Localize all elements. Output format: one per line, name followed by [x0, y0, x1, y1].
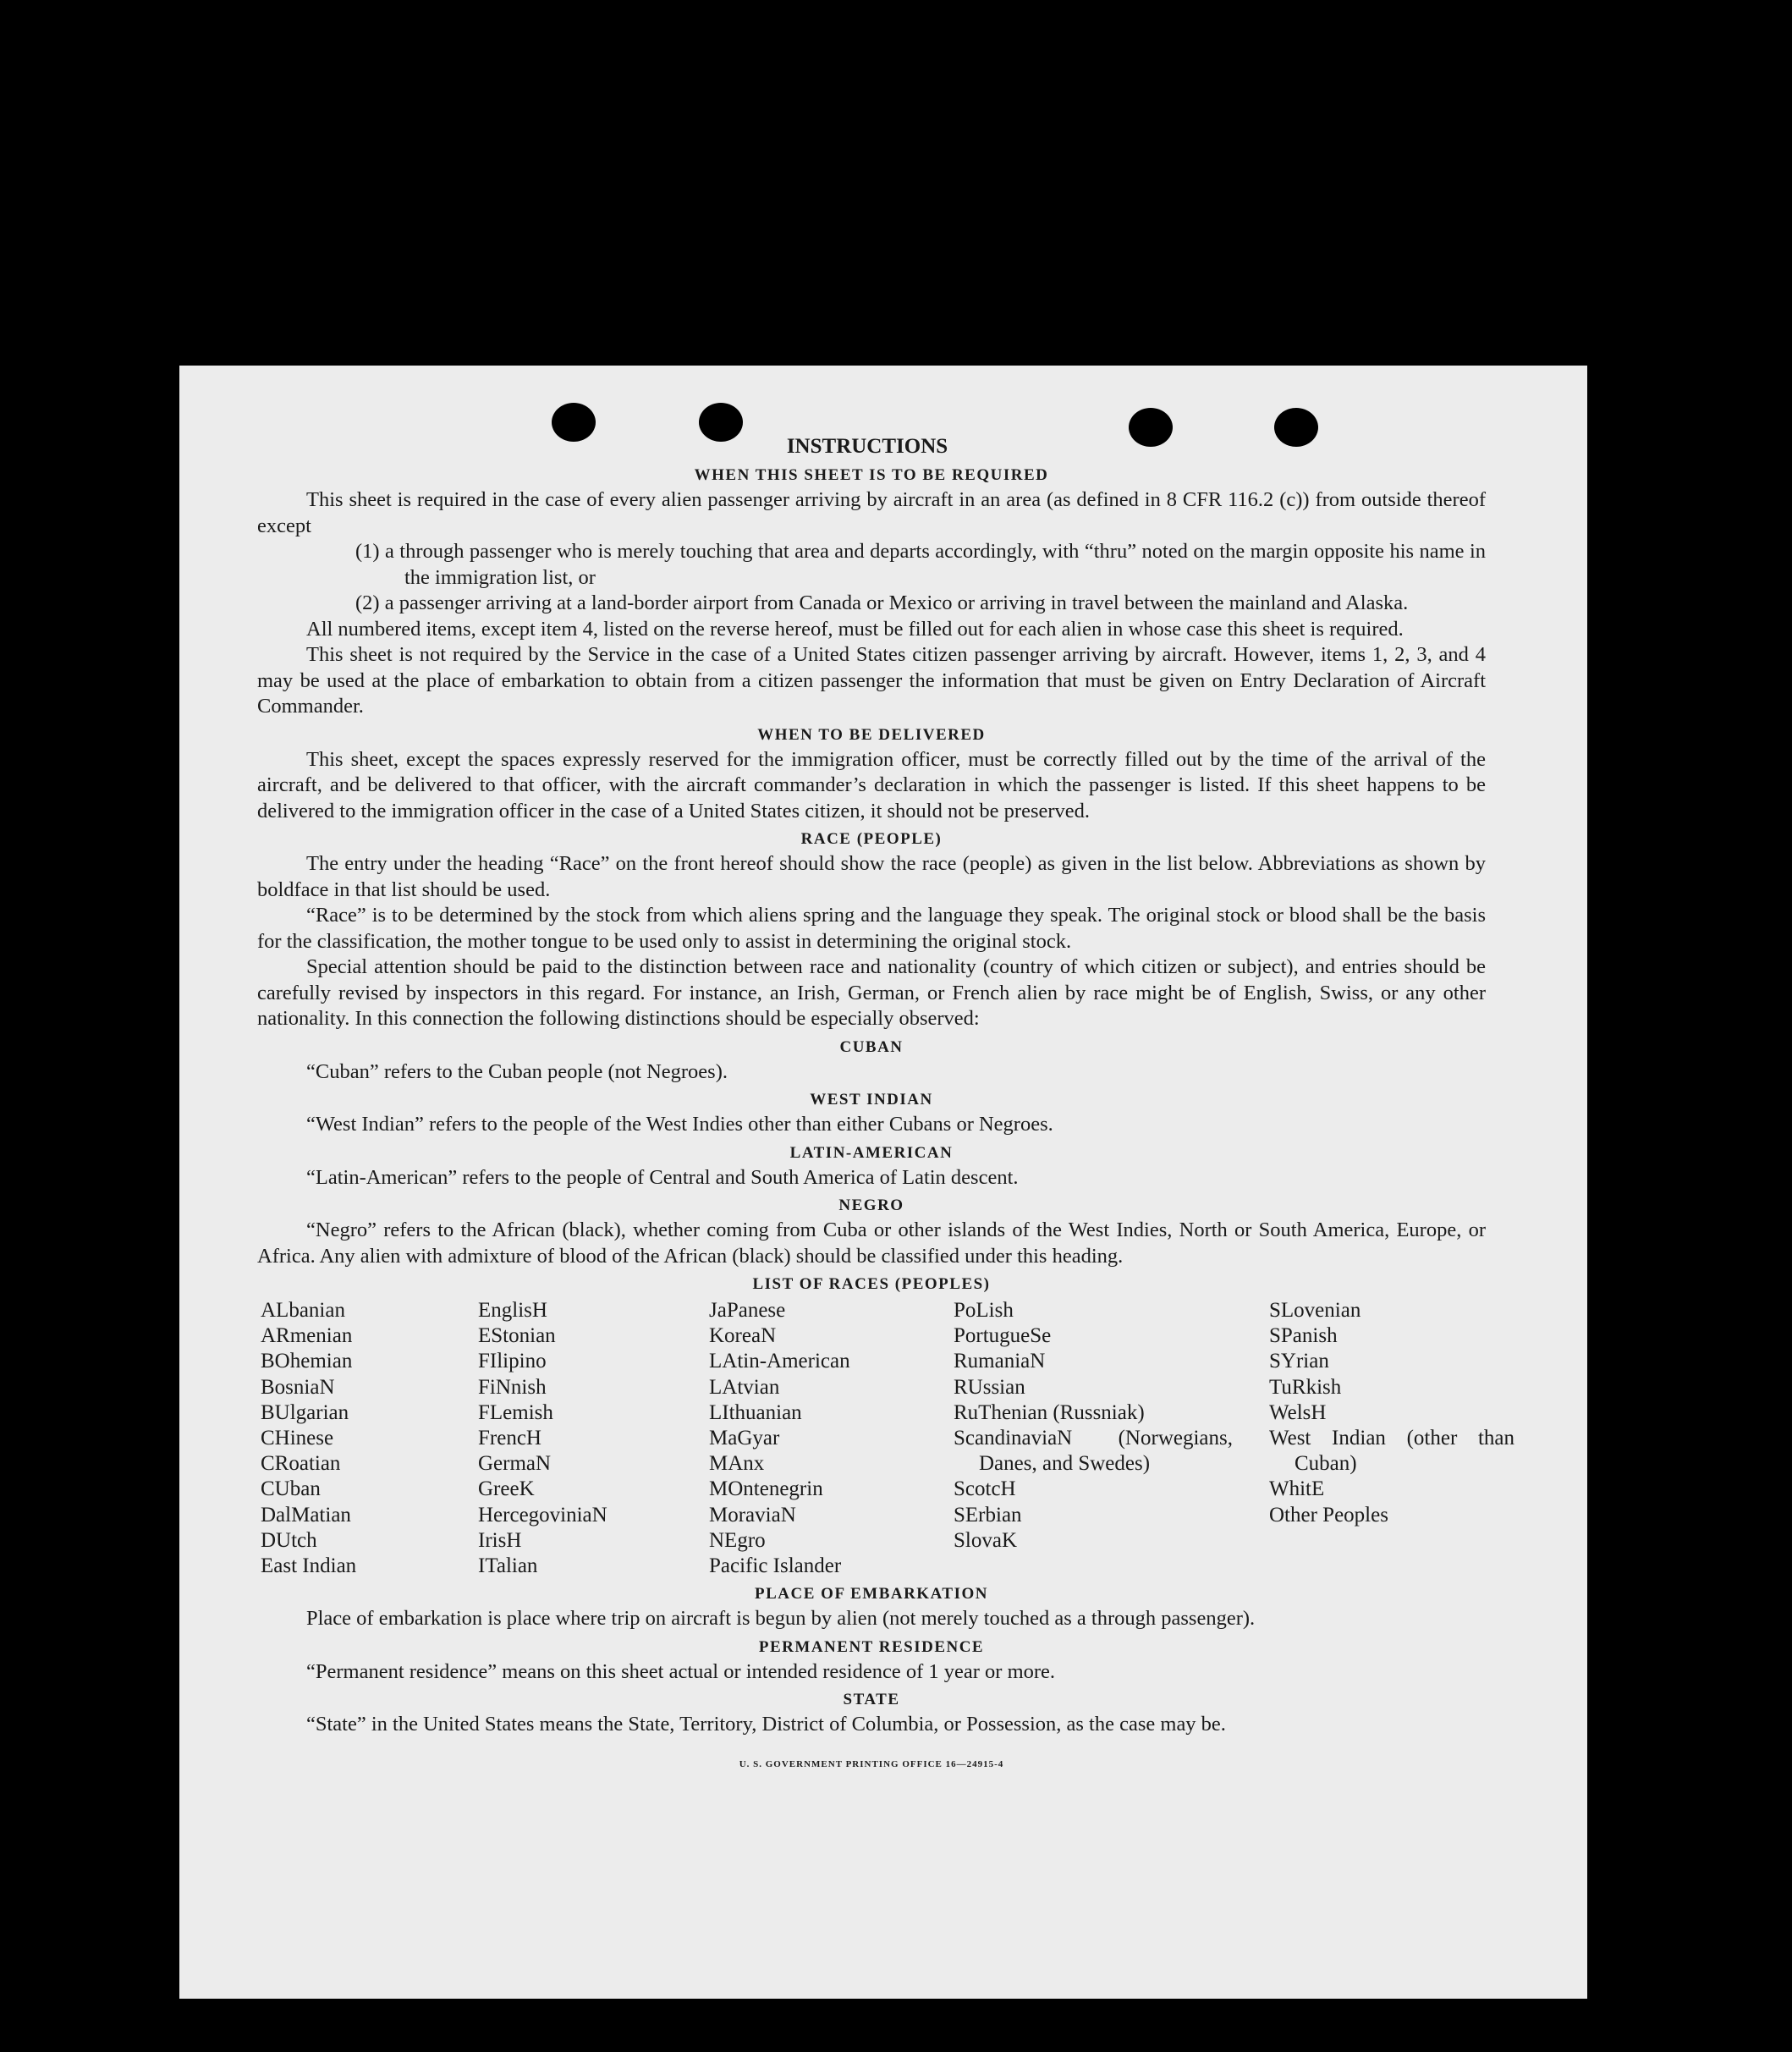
race-entry: FiNnish [478, 1375, 547, 1399]
race-entry: MOntenegrin [709, 1477, 823, 1501]
race-entry: LAtin-American [709, 1350, 850, 1373]
race-entry: MAnx [709, 1452, 765, 1476]
race-entry: SlovaK [954, 1528, 1017, 1552]
races-list [261, 1298, 1514, 1579]
race-entry: FLemish [478, 1400, 553, 1424]
paragraph: Place of embarkation is place where trip on aircraft is begun by alien (not merely touched as a through passenger). [306, 1607, 1256, 1631]
race-entry: WelsH [1269, 1400, 1327, 1424]
section-heading: CUBAN [839, 1037, 904, 1056]
race-entry: EStonian [478, 1324, 556, 1348]
race-entry: LIthuanian [709, 1400, 802, 1424]
race-entry: BOhemian [261, 1350, 353, 1373]
race-entry: Other Peoples [1269, 1503, 1388, 1527]
race-entry: PoLish [954, 1299, 1014, 1322]
list-item: (2) a passenger arriving at a land-border airport from Canada or Mexico or arriving in travel between the mainland and Alaska. [355, 591, 1409, 614]
paragraph: “State” in the United States means the State, Territory, District of Columbia, or Possession, as the case may be. [306, 1713, 1226, 1736]
race-entry: RUssian [954, 1375, 1025, 1399]
race-entry: ScotcH [954, 1477, 1016, 1501]
document-page [179, 366, 1587, 1999]
race-entry: FIlipino [478, 1350, 547, 1373]
paragraph: “West Indian” refers to the people of the West Indies other than either Cubans or Negroes. [306, 1113, 1053, 1136]
instructions-body [257, 433, 1514, 1777]
race-entry: RuThenian (Russniak) [954, 1400, 1145, 1424]
race-entry: CRoatian [261, 1452, 341, 1476]
paragraph: “Race” is to be determined by the stock from which aliens spring and the language they speak. The original stock or blood shall be the basis for the classification, the mother tongue to be used only to assist in determining the original stock. [257, 904, 1486, 953]
race-entry: FrencH [478, 1427, 541, 1450]
race-entry: HercegoviniaN [478, 1503, 607, 1527]
paragraph: Special attention should be paid to the distinction between race and nationality (country of which citizen or subject), and entries should be carefully revised by inspectors in this regard. For instance, an Irish, German, or French alien by race might be of English, Swiss, or any other nationality. In this connection the following distinctions should be especially observed: [257, 955, 1486, 1030]
races-column [954, 1298, 1269, 1579]
paragraph: This sheet, except the spaces expressly reserved for the immigration officer, must be correctly filled out by the time of the arrival of the aircraft, and be delivered to that officer, with the aircraft commander’s declaration in which the passenger is listed. If this sheet happens to be delivered to the immigration officer in the case of a United States citizen, it should not be preserved. [257, 747, 1486, 822]
race-entry: RumaniaN [954, 1350, 1046, 1373]
race-entry: SErbian [954, 1503, 1022, 1527]
paragraph: The entry under the heading “Race” on the front hereof should show the race (people) as given in the list below. Abbreviations as shown by boldface in that list should be used. [257, 852, 1486, 901]
race-entry: IrisH [478, 1528, 522, 1552]
race-entry: WhitE [1269, 1477, 1325, 1501]
race-entry: NEgro [709, 1528, 766, 1552]
races-column [1269, 1298, 1514, 1579]
race-entry: MaGyar [709, 1427, 780, 1450]
race-entry: MoraviaN [709, 1503, 796, 1527]
paragraph: “Cuban” refers to the Cuban people (not Negroes). [306, 1059, 728, 1083]
races-column [478, 1298, 709, 1579]
race-entry: SYrian [1269, 1350, 1329, 1373]
race-entry: PortugueSe [954, 1324, 1052, 1348]
paragraph: “Latin-American” refers to the people of Central and South America of Latin descent. [306, 1165, 1019, 1189]
race-entry: Pacific Islander [709, 1554, 842, 1578]
race-entry: GreeK [478, 1477, 535, 1501]
section-heading: PERMANENT RESIDENCE [758, 1637, 985, 1656]
printer-imprint: U. S. GOVERNMENT PRINTING OFFICE 16—24915-4 [739, 1758, 1004, 1769]
section-heading: WEST INDIAN [810, 1091, 933, 1109]
paragraph: “Negro” refers to the African (black), whether coming from Cuba or other islands of the West Indies, North or South America, Europe, or Africa. Any alien with admixture of blood of the African (black) should be classified under this heading. [257, 1219, 1486, 1268]
race-entry: BUlgarian [261, 1400, 349, 1424]
section-heading: PLACE OF EMBARKATION [755, 1585, 988, 1604]
race-entry: DalMatian [261, 1503, 351, 1527]
race-entry: ALbanian [261, 1299, 345, 1322]
paragraph: All numbered items, except item 4, listed on the reverse hereof, must be filled out for each alien in whose case this sheet is required. [306, 617, 1404, 641]
race-entry: East Indian [261, 1554, 357, 1578]
race-entry: DUtch [261, 1528, 317, 1552]
paragraph: This sheet is required in the case of every alien passenger arriving by aircraft in an area (as defined in 8 CFR 116.2 (c)) from outside thereof except [257, 488, 1486, 537]
race-entry: CHinese [261, 1427, 334, 1450]
race-entry: CUban [261, 1477, 321, 1501]
race-entry: SLovenian [1269, 1299, 1361, 1322]
list-item: (1) a through passenger who is merely touching that area and departs accordingly, with “thru” noted on the margin opposite his name in the immigration list, or [355, 540, 1486, 589]
paragraph: “Permanent residence” means on this sheet actual or intended residence of 1 year or more. [306, 1659, 1056, 1683]
paragraph: This sheet is not required by the Service in the case of a United States citizen passenger arriving by aircraft. However, items 1, 2, 3, and 4 may be used at the place of embarkation to obtain from a citizen passenger the information that must be given on Entry Declaration of Aircraft Commander. [257, 643, 1486, 718]
race-entry: GermaN [478, 1452, 552, 1476]
race-entry: EnglisH [478, 1299, 547, 1322]
section-heading: RACE (PEOPLE) [800, 830, 943, 848]
race-entry: LAtvian [709, 1375, 780, 1399]
race-entry: TuRkish [1269, 1375, 1342, 1399]
section-heading: STATE [843, 1691, 900, 1709]
race-entry: KoreaN [709, 1324, 777, 1348]
race-entry: ScandinaviaN (Norwegians, Danes, and Swedes) [954, 1427, 1233, 1476]
race-entry: BosniaN [261, 1375, 335, 1399]
section-heading: NEGRO [838, 1197, 904, 1214]
race-entry: JaPanese [709, 1299, 786, 1322]
race-entry: ARmenian [261, 1324, 353, 1348]
races-column [261, 1298, 478, 1579]
section-heading: WHEN TO BE DELIVERED [757, 725, 986, 744]
race-entry: ITalian [478, 1554, 538, 1578]
races-column [709, 1298, 954, 1579]
race-entry: SPanish [1269, 1324, 1338, 1348]
race-entry: West Indian (other than Cuban) [1269, 1427, 1514, 1476]
page-title: INSTRUCTIONS [786, 435, 948, 458]
section-heading: WHEN THIS SHEET IS TO BE REQUIRED [694, 466, 1049, 484]
section-heading: LATIN-AMERICAN [789, 1143, 954, 1162]
section-heading: LIST OF RACES (PEOPLES) [752, 1275, 991, 1293]
